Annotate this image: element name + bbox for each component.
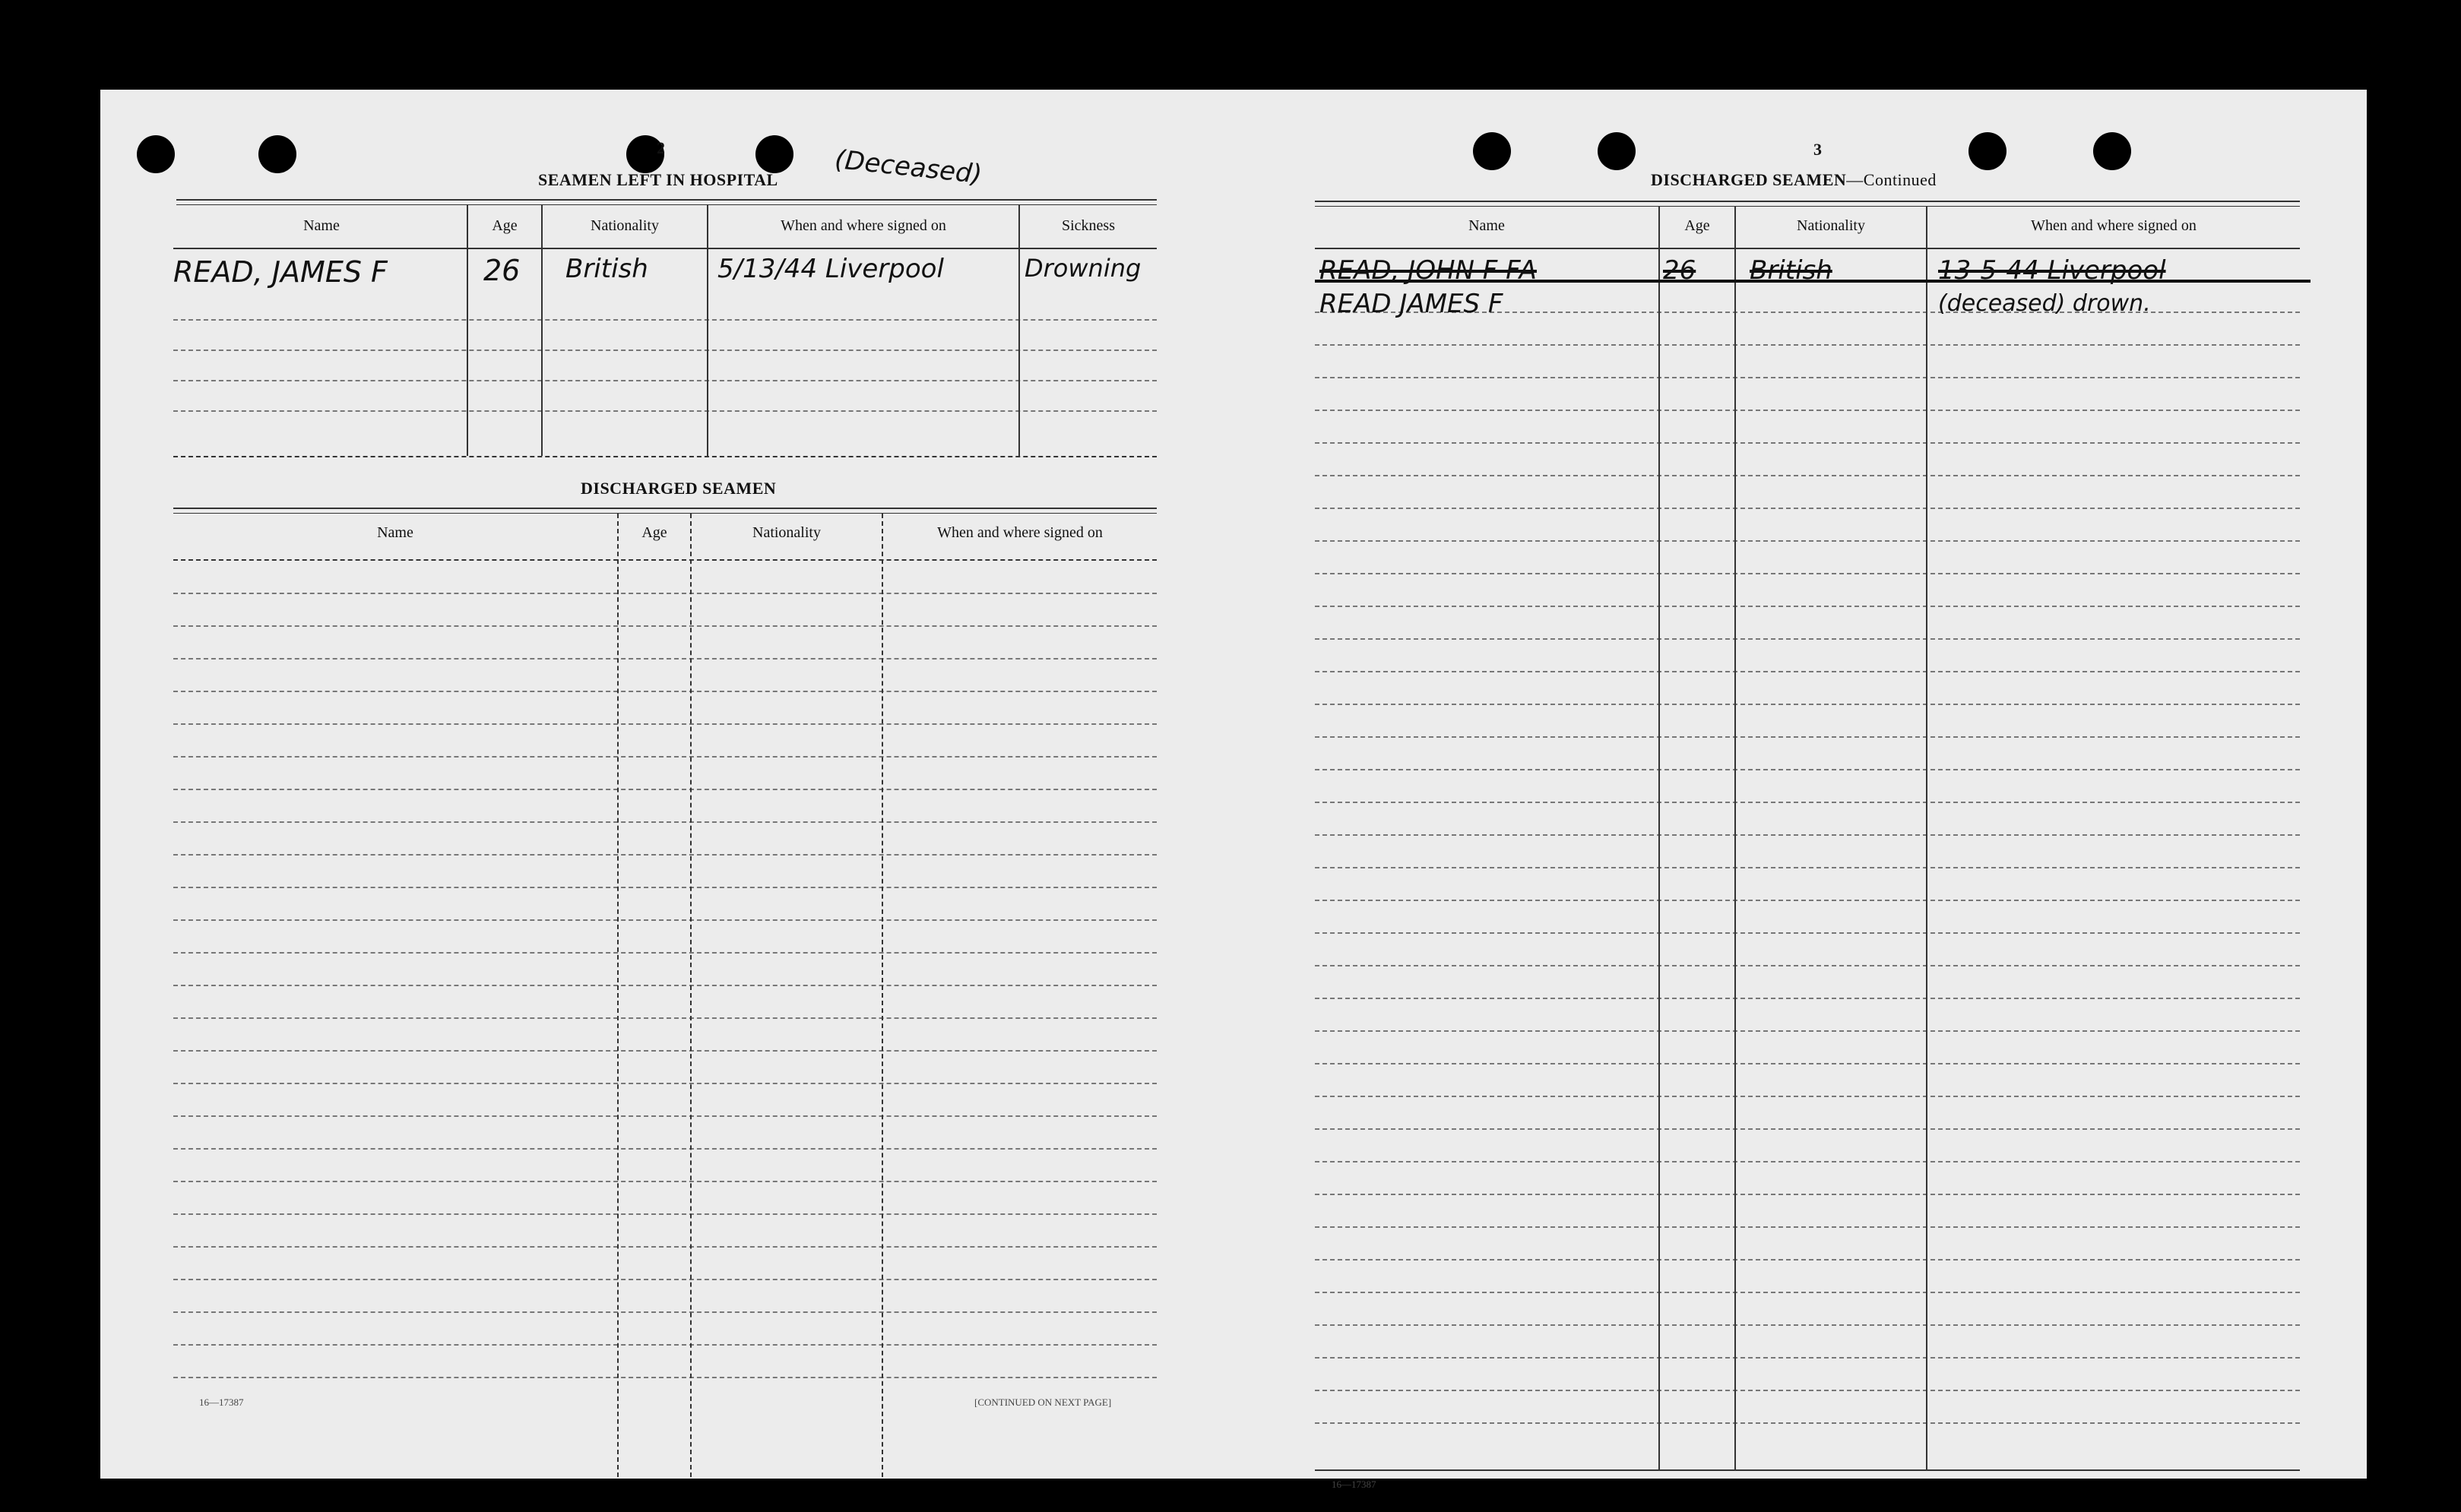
row-line — [1315, 638, 2300, 640]
row-line — [173, 1246, 1157, 1248]
form-number-left: 16—17387 — [199, 1397, 244, 1408]
row-line — [1315, 998, 2300, 999]
right-row-name: READ JAMES F — [1319, 289, 1503, 319]
row-line — [1315, 1357, 2300, 1359]
row-line — [1315, 704, 2300, 705]
row-line — [173, 821, 1157, 823]
hospital-row-sickness: Drowning — [1025, 254, 1142, 283]
column-divider — [541, 205, 543, 456]
row-line — [173, 1311, 1157, 1313]
right-title-main: DISCHARGED SEAMEN — [1651, 170, 1847, 189]
right-title-suffix: —Continued — [1846, 170, 1937, 189]
right-header-nationality: Nationality — [1797, 217, 1865, 234]
hospital-table-top-rule — [176, 199, 1157, 201]
column-divider — [1926, 207, 1927, 1469]
row-line — [173, 1279, 1157, 1280]
strike-through-line — [1315, 280, 2311, 283]
row-line — [173, 1181, 1157, 1182]
discharged-header-signed-on: When and where signed on — [937, 524, 1103, 541]
row-line — [173, 854, 1157, 856]
row-line — [1315, 573, 2300, 574]
row-line — [173, 985, 1157, 986]
row-line — [1315, 508, 2300, 509]
row-line — [173, 350, 1157, 351]
row-line — [1315, 834, 2300, 836]
column-divider — [617, 514, 619, 1477]
row-line — [1315, 1096, 2300, 1097]
punch-hole — [1968, 132, 2006, 170]
punch-hole — [1598, 132, 1636, 170]
row-line — [1315, 736, 2300, 738]
row-line — [173, 919, 1157, 921]
discharged-header-rule — [173, 559, 1157, 561]
right-row-age: 26 — [1663, 255, 1696, 286]
hospital-row-nationality: British — [565, 254, 648, 284]
discharged-header-age: Age — [641, 524, 667, 541]
row-line — [1315, 671, 2300, 672]
row-line — [173, 691, 1157, 692]
row-line — [173, 319, 1157, 321]
hospital-header-age: Age — [492, 217, 518, 234]
row-line — [1315, 1324, 2300, 1326]
row-line — [1315, 344, 2300, 346]
row-line — [1315, 1194, 2300, 1195]
row-line — [1315, 410, 2300, 411]
row-line — [1315, 606, 2300, 607]
right-row-nationality: British — [1750, 255, 1832, 286]
right-table-top-rule — [1315, 206, 2300, 207]
row-line — [173, 756, 1157, 758]
row-line — [1315, 1390, 2300, 1391]
row-line — [173, 410, 1157, 412]
row-line — [1315, 1292, 2300, 1293]
row-line — [1315, 932, 2300, 934]
discharged-table-top-rule — [173, 513, 1157, 514]
right-header-signed-on: When and where signed on — [2031, 217, 2197, 234]
hospital-header-sickness: Sickness — [1062, 217, 1115, 234]
row-line — [173, 1213, 1157, 1215]
discharged-header-nationality: Nationality — [752, 524, 821, 541]
hospital-row-age: 26 — [483, 254, 521, 287]
hospital-header-name: Name — [303, 217, 340, 234]
row-line — [1315, 377, 2300, 378]
row-line — [173, 952, 1157, 954]
row-line — [173, 1017, 1157, 1019]
row-line — [173, 658, 1157, 660]
punch-hole — [2093, 132, 2131, 170]
right-header-name: Name — [1468, 217, 1505, 234]
punch-hole — [755, 135, 793, 173]
row-line — [1315, 442, 2300, 444]
column-divider — [690, 514, 692, 1477]
hospital-row-name: READ, JAMES F — [173, 255, 388, 289]
right-row-signed-on: (deceased) drown. — [1938, 290, 2151, 317]
row-line — [173, 1344, 1157, 1346]
row-line — [173, 1050, 1157, 1052]
row-line — [173, 789, 1157, 790]
discharged-section-title: DISCHARGED SEAMEN — [581, 479, 777, 498]
punch-hole — [137, 135, 175, 173]
row-line — [173, 887, 1157, 888]
row-line — [1315, 802, 2300, 803]
row-line — [173, 593, 1157, 594]
row-line — [173, 1115, 1157, 1117]
column-divider — [882, 514, 883, 1477]
right-table-bottom-rule — [1315, 1469, 2300, 1471]
row-line — [1315, 1226, 2300, 1228]
discharged-table-top-rule — [173, 508, 1157, 509]
document-sheet — [100, 90, 2367, 1490]
row-line — [1315, 1422, 2300, 1424]
punch-hole — [258, 135, 296, 173]
page-number-right: 3 — [1813, 140, 1822, 159]
row-line — [1315, 540, 2300, 542]
page-number-left: 2 — [657, 138, 665, 157]
column-divider — [1734, 207, 1736, 1469]
hospital-section-title: SEAMEN LEFT IN HOSPITAL — [538, 170, 778, 189]
right-row-name: READ, JOHN F FA — [1319, 255, 1537, 286]
column-divider — [1018, 205, 1020, 456]
deceased-annotation: (Deceased) — [833, 144, 983, 191]
right-header-rule — [1315, 248, 2300, 249]
right-section-title — [1651, 170, 1937, 190]
discharged-header-name: Name — [377, 524, 413, 541]
row-line — [1315, 867, 2300, 868]
row-line — [1315, 1259, 2300, 1261]
hospital-row-signed-on: 5/13/44 Liverpool — [717, 254, 944, 284]
hospital-header-rule — [173, 248, 1157, 249]
row-line — [1315, 1161, 2300, 1162]
column-divider — [467, 205, 468, 456]
row-line — [1315, 965, 2300, 966]
row-line — [173, 1148, 1157, 1150]
row-line — [1315, 900, 2300, 901]
row-line — [173, 380, 1157, 381]
row-line — [1315, 769, 2300, 770]
hospital-table-bottom-rule — [173, 456, 1157, 457]
row-line — [1315, 475, 2300, 476]
column-divider — [1658, 207, 1660, 1469]
row-line — [173, 625, 1157, 627]
row-line — [1315, 1063, 2300, 1064]
hospital-header-signed-on: When and where signed on — [781, 217, 946, 234]
row-line — [173, 1377, 1157, 1378]
punch-hole — [1473, 132, 1511, 170]
hospital-table-top-rule — [176, 204, 1157, 205]
right-row-signed-on: 13-5-44 Liverpool — [1938, 255, 2166, 286]
right-table-top-rule — [1315, 201, 2300, 202]
form-number-right: 16—17387 — [1332, 1479, 1376, 1490]
continued-note: [CONTINUED ON NEXT PAGE] — [974, 1397, 1112, 1408]
column-divider — [707, 205, 708, 456]
row-line — [1315, 1030, 2300, 1032]
row-line — [173, 1083, 1157, 1084]
right-header-age: Age — [1684, 217, 1710, 234]
row-line — [173, 723, 1157, 725]
row-line — [1315, 1128, 2300, 1130]
hospital-header-nationality: Nationality — [591, 217, 659, 234]
